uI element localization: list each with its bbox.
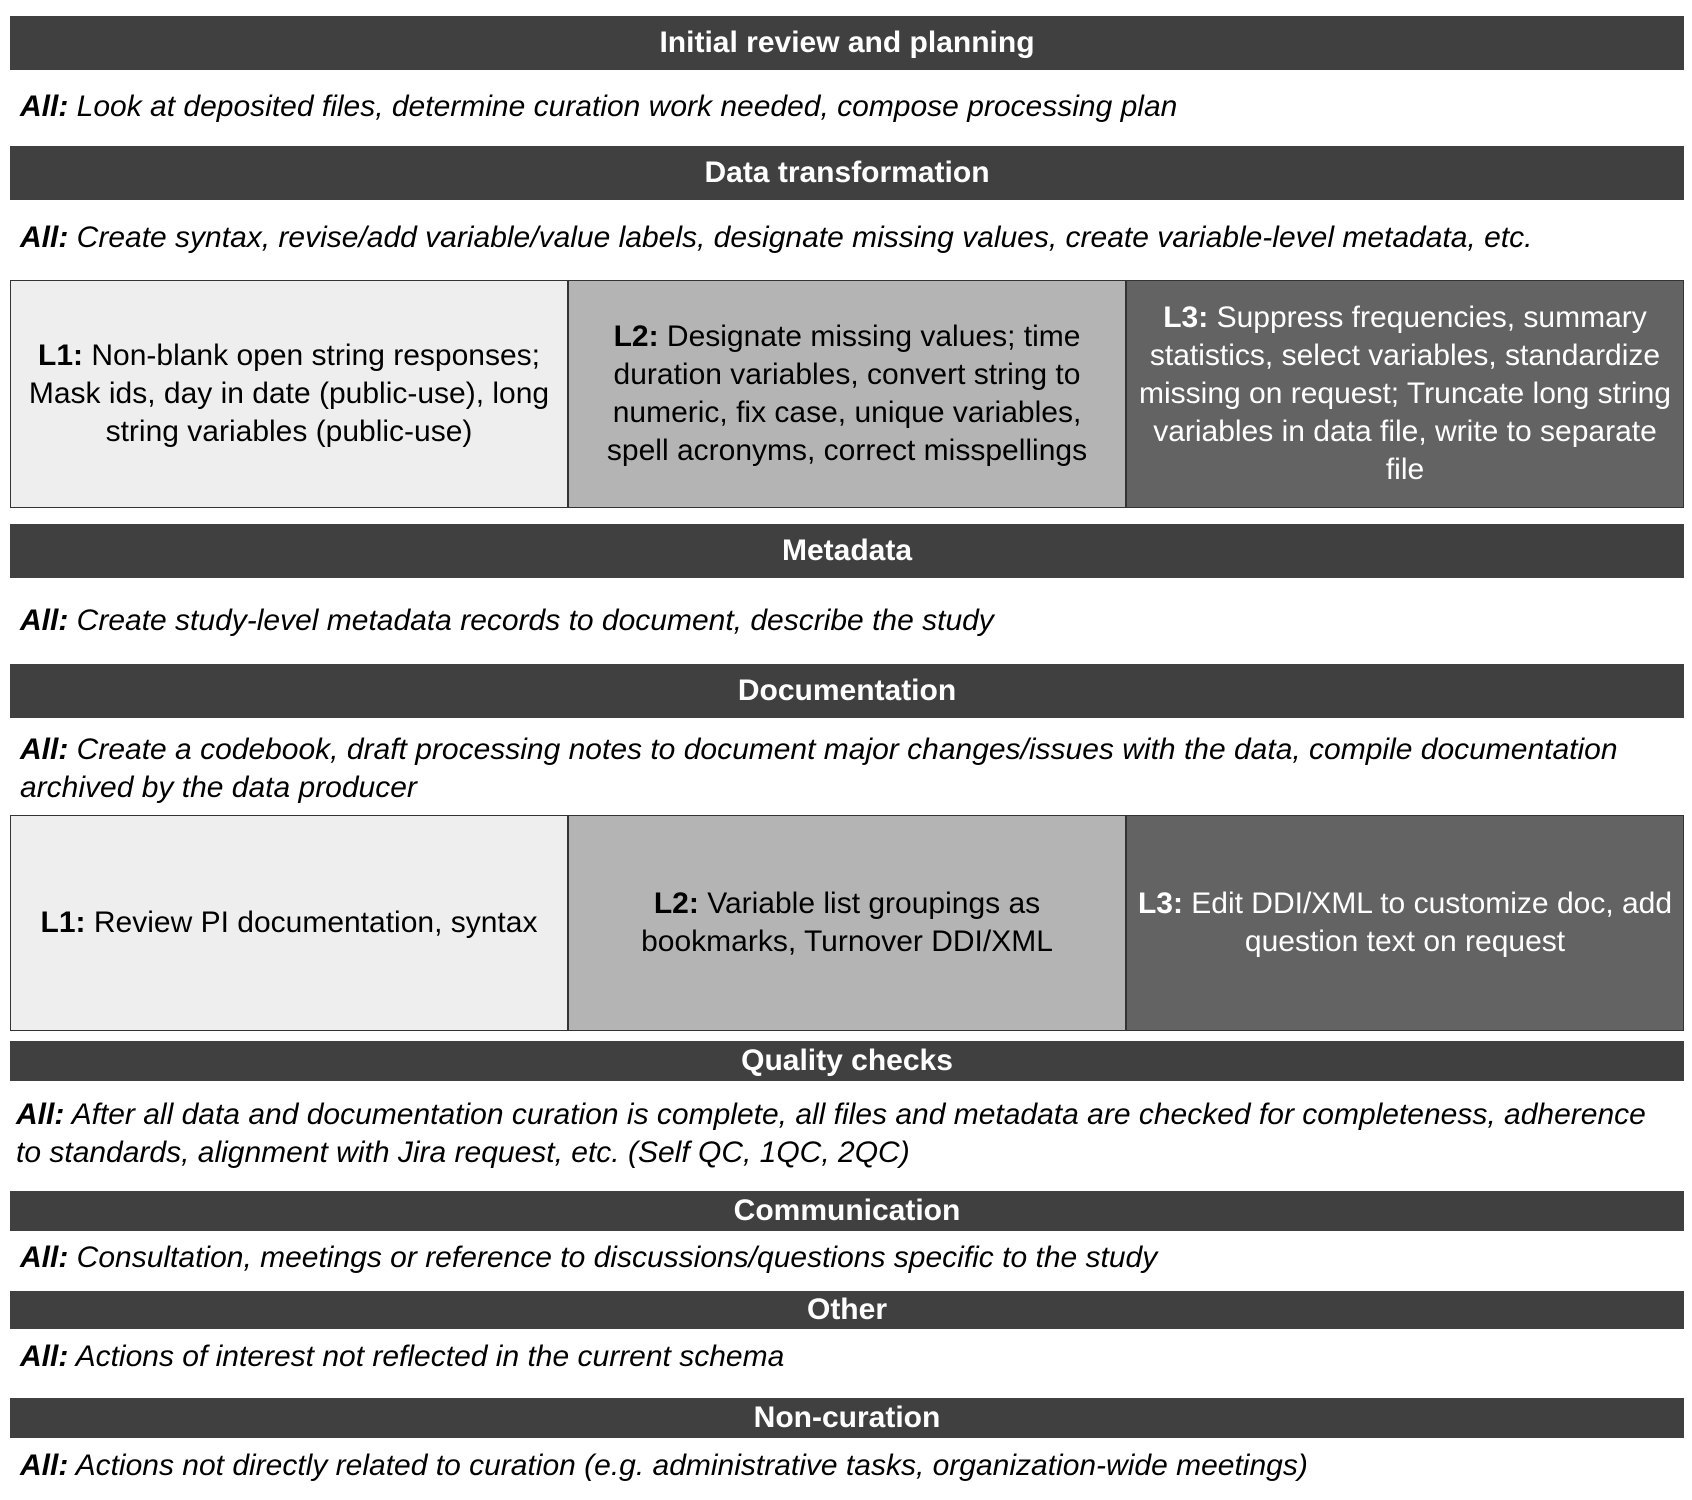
section-title: Initial review and planning bbox=[659, 26, 1035, 59]
level-row-documentation bbox=[10, 815, 1684, 1031]
level-label: L2: bbox=[653, 887, 699, 920]
section-description bbox=[16, 1096, 1676, 1172]
section-title: Metadata bbox=[781, 534, 913, 567]
all-label: All: bbox=[20, 1241, 69, 1274]
level-text: Variable list groupings as bookmarks, Turnover DDI/XML bbox=[641, 887, 1053, 958]
all-label: All: bbox=[20, 604, 69, 637]
section-header-data-transformation bbox=[10, 146, 1684, 200]
level-text: Suppress frequencies, summary statistics, select variables, standardize missing on request; Truncate long string variables in data file, write to separate file bbox=[1139, 301, 1671, 486]
section-title: Documentation bbox=[737, 674, 957, 707]
all-label: All: bbox=[20, 90, 69, 123]
level-text: Non-blank open string responses; Mask ids, day in date (public-use), long string variables (public-use) bbox=[28, 339, 550, 448]
all-label: All: bbox=[20, 221, 69, 254]
section-title: Data transformation bbox=[704, 156, 990, 189]
section-header-communication bbox=[10, 1191, 1684, 1231]
level-cell-l1 bbox=[10, 815, 568, 1031]
all-label: All: bbox=[20, 733, 69, 766]
all-text: Create study-level metadata records to document, describe the study bbox=[76, 604, 994, 637]
section-description bbox=[20, 731, 1680, 807]
section-header-documentation bbox=[10, 664, 1684, 718]
level-label: L1: bbox=[38, 339, 84, 372]
section-header-quality-checks bbox=[10, 1041, 1684, 1081]
all-text: Create syntax, revise/add variable/value labels, designate missing values, create variable-level metadata, etc. bbox=[76, 221, 1533, 254]
level-row-data-transformation bbox=[10, 280, 1684, 508]
section-title: Quality checks bbox=[741, 1044, 953, 1077]
all-text: Actions not directly related to curation (e.g. administrative tasks, organization-wide meetings) bbox=[75, 1449, 1308, 1482]
section-description bbox=[20, 88, 1680, 126]
section-description bbox=[20, 602, 1680, 640]
level-label: L1: bbox=[40, 906, 86, 939]
level-text: Designate missing values; time duration variables, convert string to numeric, fix case, unique variables, spell acronyms, correct misspellings bbox=[606, 320, 1088, 467]
all-text: Look at deposited files, determine curation work needed, compose processing plan bbox=[76, 90, 1178, 123]
section-title: Other bbox=[806, 1293, 887, 1326]
level-cell-l1 bbox=[10, 280, 568, 508]
section-title: Communication bbox=[733, 1194, 961, 1227]
section-header-other bbox=[10, 1291, 1684, 1329]
section-header-non-curation bbox=[10, 1398, 1684, 1438]
level-text: Review PI documentation, syntax bbox=[93, 906, 538, 939]
all-label: All: bbox=[20, 1340, 69, 1373]
level-text: Edit DDI/XML to customize doc, add question text on request bbox=[1191, 887, 1673, 958]
level-cell-l2 bbox=[568, 280, 1126, 508]
level-label: L2: bbox=[613, 320, 659, 353]
section-header-initial-review bbox=[10, 16, 1684, 70]
all-text: Actions of interest not reflected in the current schema bbox=[75, 1340, 785, 1373]
section-description bbox=[20, 1239, 1680, 1277]
section-header-metadata bbox=[10, 524, 1684, 578]
level-cell-l2 bbox=[568, 815, 1126, 1031]
all-label: All: bbox=[16, 1098, 65, 1131]
all-text: Consultation, meetings or reference to discussions/questions specific to the study bbox=[76, 1241, 1158, 1274]
section-description bbox=[20, 1447, 1680, 1485]
all-label: All: bbox=[20, 1449, 69, 1482]
level-cell-l3 bbox=[1126, 280, 1684, 508]
all-text: Create a codebook, draft processing notes to document major changes/issues with the data, compile documentation archived by the data producer bbox=[20, 733, 1618, 804]
section-description bbox=[20, 219, 1680, 257]
level-label: L3: bbox=[1163, 301, 1209, 334]
all-text: After all data and documentation curation is complete, all files and metadata are checked for completeness, adherence to standards, alignment with Jira request, etc. (Self QC, 1QC, 2QC) bbox=[16, 1098, 1646, 1169]
level-label: L3: bbox=[1137, 887, 1183, 920]
section-description bbox=[20, 1338, 1680, 1376]
section-title: Non-curation bbox=[753, 1401, 941, 1434]
level-cell-l3 bbox=[1126, 815, 1684, 1031]
